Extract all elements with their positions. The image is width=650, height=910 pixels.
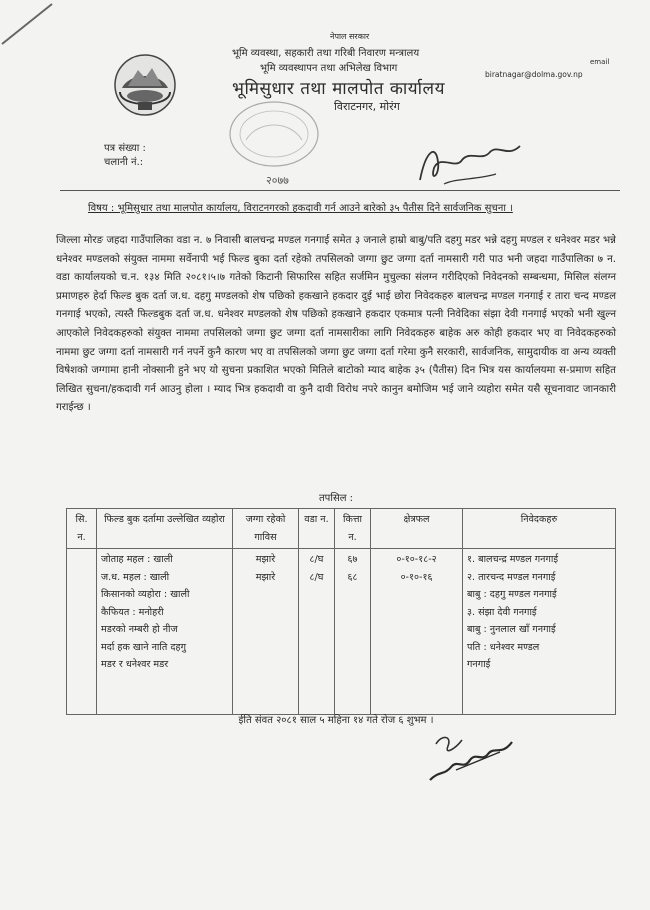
col-header-applicants: निवेदकहरु	[463, 509, 616, 549]
email-label: email	[590, 58, 610, 66]
ward-value: ८/घ	[309, 554, 324, 565]
applicant-line: १. बालचन्द्र मण्डल गनगाई	[467, 554, 559, 565]
col-header-ward: वडा न.	[299, 509, 335, 549]
header-divider	[60, 190, 620, 191]
ward-value: ८/घ	[309, 571, 324, 583]
col-header-area: क्षेत्रफल	[371, 509, 463, 549]
closing-date-line: ईति संवत २०८१ साल ५ महिना १४ गते रोज ६ शुभम ।	[238, 715, 434, 726]
detail-line: मडरको नम्बरी हो नीज	[101, 624, 178, 635]
office-stamp	[212, 100, 352, 192]
chalani-label: चलानी नं.:	[104, 157, 144, 168]
applicant-line: बाबु : दहगु मण्डल गनगाई	[467, 589, 557, 600]
email-address: biratnagar@dolma.gov.np	[485, 70, 583, 79]
area-value: ०-१०-१६	[400, 571, 433, 583]
kitta-value: ६७	[347, 554, 358, 565]
gabis-value: मझारे	[255, 554, 276, 565]
detail-line: कैफियत : मनोहरी	[101, 606, 164, 618]
department-name: भूमि व्यवस्थापन तथा अभिलेख विभाग	[260, 63, 398, 74]
cell-gabis	[233, 549, 299, 715]
cell-ward	[299, 549, 335, 715]
col-header-details: फिल्ड बुक दर्तामा उल्लेखित व्यहोरा	[97, 509, 233, 549]
detail-line: किसानको व्यहोरा : खाली	[101, 589, 190, 600]
cell-sn	[67, 549, 97, 715]
table-header-row	[67, 509, 616, 549]
patra-sankhya-label: पत्र संख्या :	[104, 143, 146, 154]
notice-subject: विषय : भूमिसुधार तथा मालपोत कार्यालय, विराटनगरको हकदावी गर्न आउने बारेको ३५ पैतीस दिने सार्वजनिक सुचना ।	[88, 203, 513, 214]
government-name: नेपाल सरकार	[330, 32, 370, 41]
applicant-line: गनगाई	[467, 659, 491, 670]
applicant-line: पति : धनेश्वर मण्डल	[467, 641, 540, 653]
table-row	[67, 549, 616, 715]
schedule-heading: तपसिल :	[318, 493, 354, 504]
cell-kitta	[335, 549, 371, 715]
applicant-line: ३. संझा देवी गनगाई	[467, 606, 537, 618]
detail-line: मर्दा हक खाने नाति दहगु	[101, 641, 186, 653]
gabis-value: मझारे	[255, 571, 276, 583]
detail-line: ज.ध. महल : खाली	[101, 571, 170, 583]
cell-details	[97, 549, 233, 715]
applicant-line: बाबु : नुनलाल खाँ गनगाई	[467, 624, 556, 635]
nepal-emblem-icon	[112, 52, 178, 118]
handwritten-initials	[416, 140, 526, 188]
office-name: भूमिसुधार तथा मालपोत कार्यालय	[232, 79, 445, 99]
cell-area	[371, 549, 463, 715]
col-header-sn: सि. न.	[67, 509, 97, 549]
land-details-table	[66, 508, 616, 715]
ministry-name: भूमि व्यवस्था, सहकारी तथा गरिबी निवारण मन्त्रालय	[232, 48, 420, 59]
detail-line: मडर र धनेश्वर मडर	[101, 659, 169, 670]
area-value: ०-१०-१८-२	[396, 554, 437, 565]
office-address: विराटनगर, मोरंग	[334, 100, 400, 113]
col-header-kitta: कित्ता न.	[335, 509, 371, 549]
detail-line: जोताह महल : खाली	[101, 554, 173, 565]
kitta-value: ६८	[347, 571, 358, 583]
cell-applicants	[463, 549, 616, 715]
applicant-line: २. तारचन्द मण्डल गनगाई	[467, 571, 556, 583]
pen-mark	[0, 0, 60, 46]
stamp-number: २०७७	[266, 174, 289, 187]
col-header-gabis: जग्गा रहेको गाविस	[233, 509, 299, 549]
officer-signature	[426, 730, 516, 786]
notice-body: जिल्ला मोरङ जहदा गाउँपालिका वडा न. ७ निवासी बालचन्द्र मण्डल गनगाई समेत ३ जनाले हाम्रो बाबु/पति दहगु मडर भन्ने दहगु मण्डल र धनेश्वर मडर भन्ने धनेश्वर मण्डलको संयुक्त नाममा सर्वेनापी भई फिल्ड बुका दर्ता रहेको तपसिलको जग्गा छुट जग्गा दर्ता नामसारी गरी पाउ भनी जहदा गाउँपालिका ७ न. वडा कार्यालयको च.न. १३४ मिति २०८१।५।७ गतेको किटानी सिफारिस सहित सर्जमिन मुचुल्का संलग्न गरीदिएको निवेदनको सम्बन्धमा, मिसिल संलग्न प्रमाणहरु हेर्दा फिल्ड बुक दर्ता ज.ध. दहगु मण्डलको शेष पछिको हकखाने हकदार दुई भाई छोरा निवेदकहरु बालचन्द्र मण्डल गनगाई र तारा चन्द मण्डल गनगाई भएको, त्यस्तै फिल्डबुक दर्ता ज.ध. धनेश्वर मण्डलको शेष पछिको हकखाने हकदार एकमात्र पत्नी निवेदिका संझा देवी गनगाई भएको भनी खुल्न आएकोले निवेदकहरुको संयुक्त नाममा तपसिलको जग्गा छुट जग्गा दर्ता नामसारीका लागि निवेदकहरु बाहेक अरु कोही हकदार भए वा निवेदकहरुको नाममा छुट जग्गा दर्ता नामसारी गर्न नपर्ने कुनै कारण भए वा तपसिलको जग्गा छुट जग्गा दर्ता गरेमा कुनै सरकारी, सार्वजनिक, सामुदायीक वा अन्य व्यक्ती विषेशको जग्गामा हानी नोक्सानी हुने भए यो सुचना प्रकाशित भएको मितिले बाटोको म्याद बाहेक ३५ (पैतीस) दिन भित्र यस कार्यालयमा स-प्रमाण सहित लिखित सुचना/हकदावी गर्न आउनु होला । म्याद भित्र हकदावी वा कुनै दावी विरोध नपरे कानुन बमोजिम भई जाने व्यहोरा समेत यसै सूचनावाट जानकारी गराईन्छ ।	[56, 235, 616, 414]
